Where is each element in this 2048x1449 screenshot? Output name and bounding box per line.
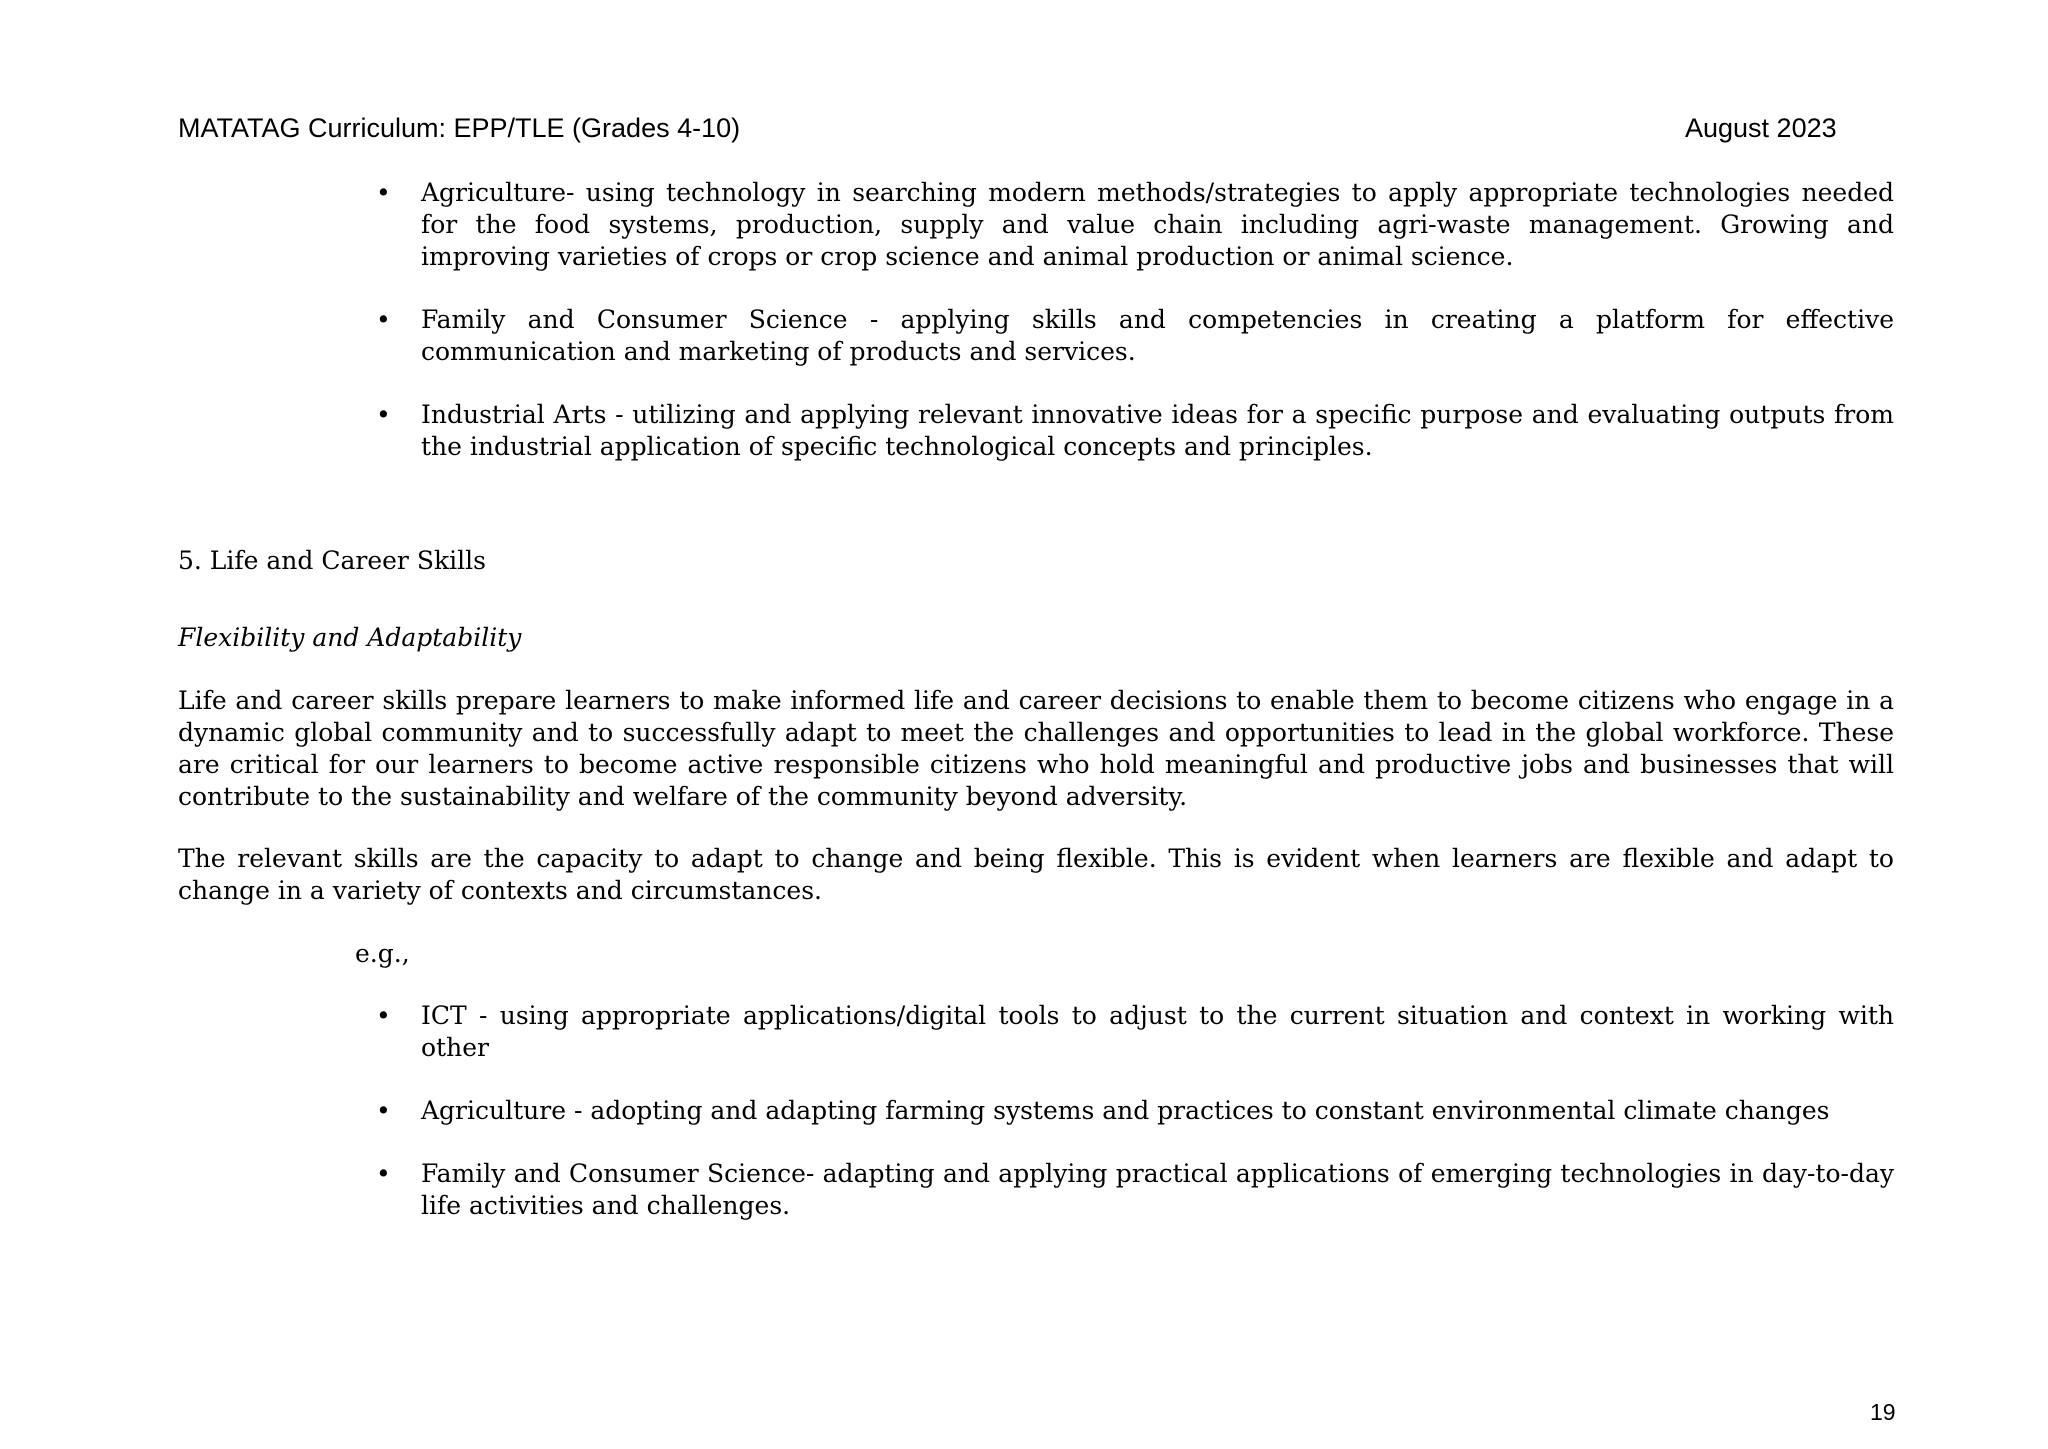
header-document-title: MATATAG Curriculum: EPP/TLE (Grades 4-10) — [178, 113, 741, 143]
paragraph-relevant-skills: The relevant skills are the capacity to adapt to change and being flexible. This is evident when learners are flexible and adapt to change in a variety of contexts and circumstances. — [178, 844, 1894, 905]
strand-bullet-list — [376, 177, 1894, 494]
list-item-family-consumer-science — [376, 304, 1894, 368]
header-date: August 2023 — [1685, 113, 1837, 143]
list-item-family-consumer-science-example — [376, 1158, 1894, 1222]
example-bullet-list — [376, 1000, 1894, 1253]
bullet-icon: • — [376, 1159, 391, 1188]
section-heading: 5. Life and Career Skills — [178, 546, 486, 575]
bullet-icon: • — [376, 400, 391, 429]
list-item-ict — [376, 1000, 1894, 1064]
list-item-text: Agriculture- using technology in searching modern methods/strategies to apply appropriate technologies needed for the food systems, production, supply and value chain including agri-waste management. Growing and improving varieties of crops or crop science and animal production or animal science. — [421, 178, 1894, 271]
page-number: 19 — [1870, 1399, 1896, 1425]
list-item-agriculture — [376, 177, 1894, 273]
paragraph-life-career-skills: Life and career skills prepare learners to make informed life and career decisions to enable them to become citizens who engage in a dynamic global community and to successfully adapt to meet the challenges and opportunities to lead in the global workforce. These are critical for our learners to become active responsible citizens who hold meaningful and productive jobs and businesses that will contribute to the sustainability and welfare of the community beyond adversity. — [178, 686, 1894, 811]
list-item-text: Family and Consumer Science - applying skills and competencies in creating a platform for effective communication and marketing of products and services. — [421, 305, 1894, 366]
list-item-text: Family and Consumer Science- adapting and applying practical applications of emerging technologies in day-to-day life activities and challenges. — [421, 1159, 1894, 1220]
bullet-icon: • — [376, 178, 391, 207]
bullet-icon: • — [376, 1001, 391, 1030]
list-item-agriculture-example — [376, 1095, 1894, 1127]
example-label: e.g., — [355, 939, 410, 968]
list-item-text: Industrial Arts - utilizing and applying relevant innovative ideas for a specific purpose and evaluating outputs from the industrial application of specific technological concepts and principles. — [421, 400, 1894, 461]
bullet-icon: • — [376, 305, 391, 334]
list-item-industrial-arts — [376, 399, 1894, 463]
list-item-text: Agriculture - adopting and adapting farming systems and practices to constant environmental climate changes — [421, 1096, 1830, 1125]
section-subheading: Flexibility and Adaptability — [178, 623, 522, 652]
bullet-icon: • — [376, 1096, 391, 1125]
list-item-text: ICT - using appropriate applications/digital tools to adjust to the current situation and context in working with other — [421, 1001, 1894, 1062]
